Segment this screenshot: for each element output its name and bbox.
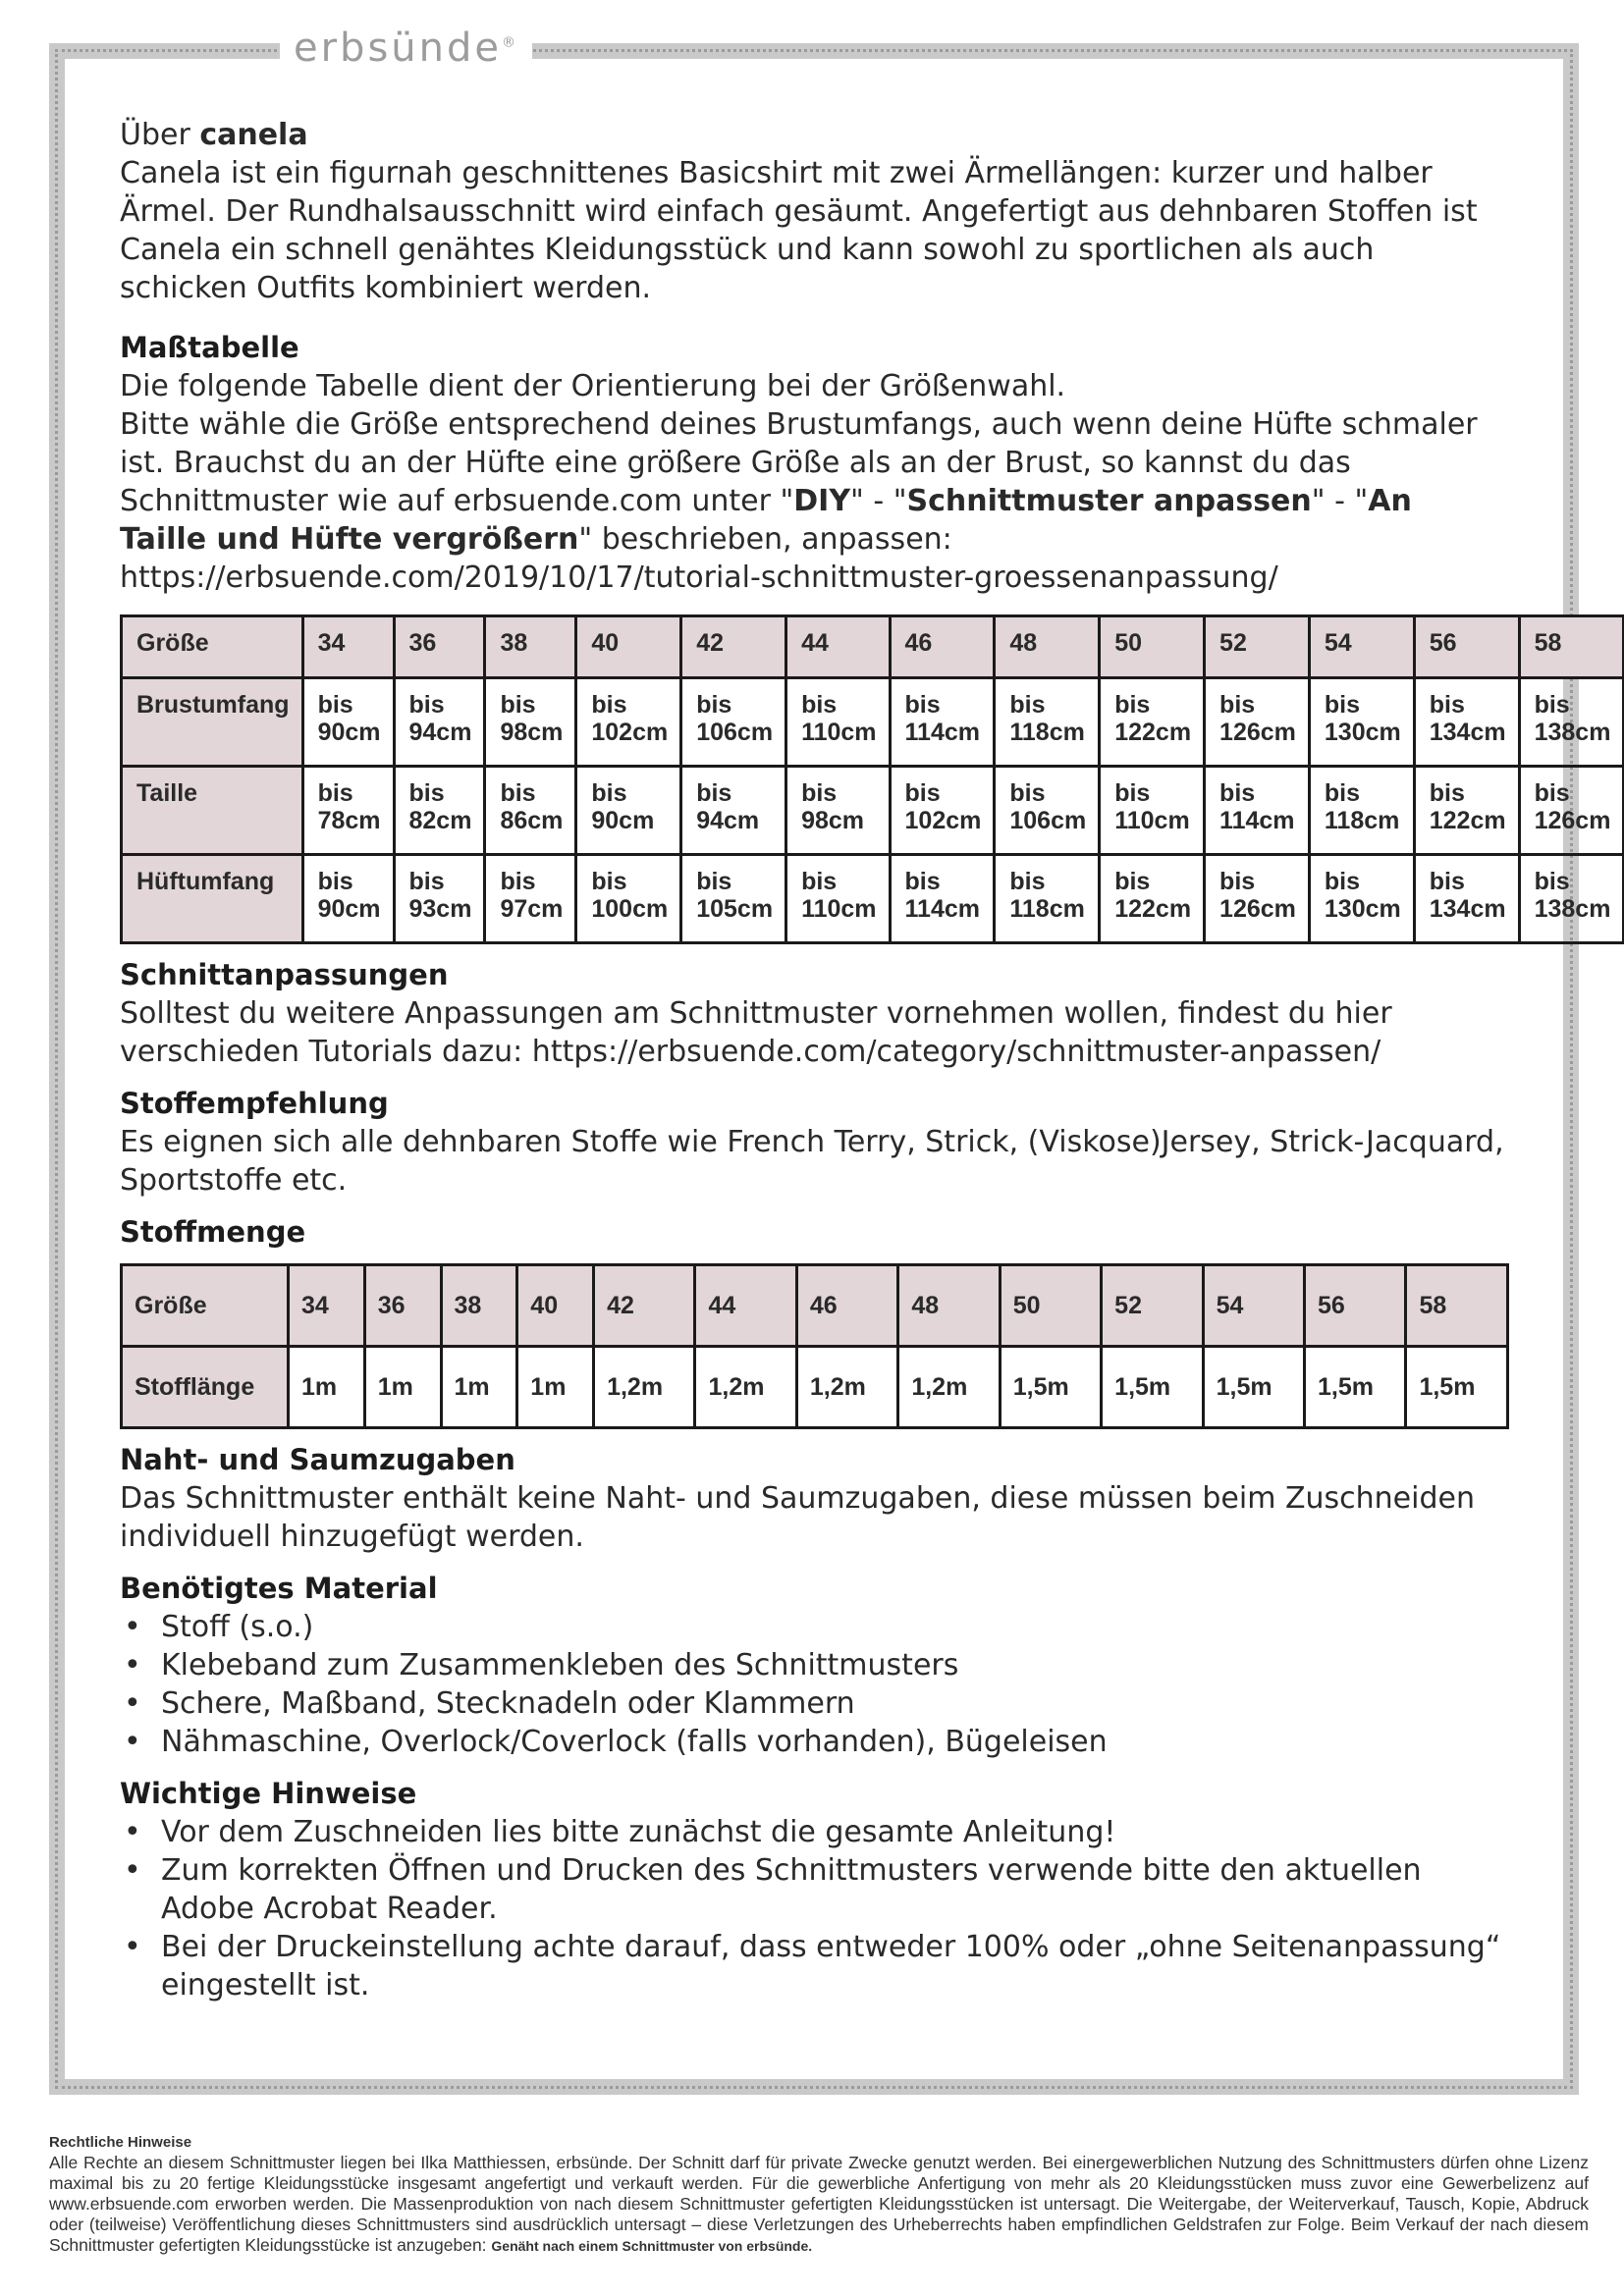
measure-cell: bis 94cm [681,767,786,855]
measure-cell: bis 105cm [681,855,786,943]
table-row-taille [122,767,1624,855]
size-cell: 36 [394,616,485,678]
length-cell: 1,2m [898,1347,1000,1428]
instructions-text-a: Bitte wähle die Größe entsprechend deines Brustumfangs, auch wenn deine Hüfte schmaler ist. Brauchst du an der Hüfte eine größere Größe als an der Brust, so kannst du das Schnittmuster wie auf erbsuende.com unter " [120,407,1478,518]
length-cell: 1,5m [1102,1347,1203,1428]
material-section [120,1570,1504,1761]
measure-cell: bis 134cm [1414,678,1519,767]
size-cell: 46 [890,616,995,678]
measure-cell: bis 110cm [1100,767,1205,855]
nahtzugaben-section [120,1441,1504,1556]
measure-cell: bis 130cm [1309,855,1414,943]
masstabelle-heading: Maßtabelle [120,331,299,364]
list-item: • Vor dem Zuschneiden lies bitte zunächst die gesamte Anleitung! [161,1813,1504,1851]
measure-cell: bis 97cm [485,855,576,943]
length-cell: 1,2m [695,1347,796,1428]
instructions-sep-1: " - " [850,484,907,518]
length-cell: 1m [441,1347,517,1428]
stoffempfehlung-section [120,1085,1504,1200]
size-table [120,614,1624,944]
measure-cell: bis 118cm [995,678,1100,767]
measure-cell: bis 94cm [394,678,485,767]
row-label: Taille [122,767,303,855]
row-label: Stofflänge [122,1347,289,1428]
masstabelle-instructions [120,405,1504,597]
list-item: • Nähmaschine, Overlock/Coverlock (falls vorhanden), Bügeleisen [161,1723,1504,1761]
list-item: • Zum korrekten Öffnen und Drucken des Schnittmusters verwende bitte den aktuellen Adobe Acrobat Reader. [161,1851,1504,1928]
row-label: Brustumfang [122,678,303,767]
instructions-taille-huefte: An Taille und Hüfte vergrößern [120,484,1412,557]
schnittanpassungen-heading: Schnittanpassungen [120,958,449,991]
measure-cell: bis 98cm [485,678,576,767]
list-item: • Stoff (s.o.) [161,1608,1504,1646]
length-cell: 1,5m [1305,1347,1406,1428]
size-cell: 50 [1000,1265,1101,1347]
length-cell: 1,5m [1203,1347,1304,1428]
size-cell: 52 [1205,616,1310,678]
measure-cell: bis 90cm [302,678,394,767]
list-item: • Schere, Maßband, Stecknadeln oder Klammern [161,1684,1504,1723]
length-cell: 1m [517,1347,594,1428]
list-item: • Bei der Druckeinstellung achte darauf, dass entweder 100% oder „ohne Seitenanpassung“ eingestellt ist. [161,1928,1504,2004]
masstabelle-line1: Die folgende Tabelle dient der Orientierung bei der Größenwahl. [120,369,1066,403]
hinweise-list [120,1813,1504,2004]
table-row-stofflaenge [122,1347,1508,1428]
size-cell: 42 [594,1265,695,1347]
instructions-diy: DIY [793,484,851,518]
legal-title: Rechtliche Hinweise [49,2134,192,2151]
measure-cell: bis 138cm [1519,678,1624,767]
measure-cell: bis 122cm [1100,678,1205,767]
size-cell: 56 [1305,1265,1406,1347]
instructions-schnittmuster-anpassen: Schnittmuster anpassen [906,484,1312,518]
measure-cell: bis 93cm [394,855,485,943]
size-table-header-label: Größe [122,616,303,678]
row-label: Hüftumfang [122,855,303,943]
size-cell: 54 [1309,616,1414,678]
size-cell: 38 [441,1265,517,1347]
measure-cell: bis 138cm [1519,855,1624,943]
intro-title [120,116,1504,154]
size-cell: 48 [898,1265,1000,1347]
size-cell: 44 [695,1265,796,1347]
stoffmenge-section [120,1213,1504,1429]
measure-cell: bis 126cm [1519,767,1624,855]
measure-cell: bis 118cm [1309,767,1414,855]
legal-signature: Genäht nach einem Schnittmuster von erbsünde. [491,2238,813,2254]
size-cell: 44 [786,616,890,678]
table-row-hueftumfang [122,855,1624,943]
brand-logo [280,26,532,71]
measure-cell: bis 114cm [890,678,995,767]
legal-body [49,2153,1589,2257]
masstabelle-section [120,329,1611,944]
hinweise-heading: Wichtige Hinweise [120,1777,417,1810]
table-row-brustumfang [122,678,1624,767]
size-cell: 34 [302,616,394,678]
intro-title-prefix: Über [120,118,200,152]
size-cell: 40 [517,1265,594,1347]
size-cell: 58 [1406,1265,1508,1347]
measure-cell: bis 122cm [1100,855,1205,943]
size-cell: 38 [485,616,576,678]
registered-mark: ® [502,34,518,51]
instructions-text-e: " beschrieben, anpassen: https://erbsuende.com/2019/10/17/tutorial-schnittmuster-groessenanpassung/ [120,522,1278,595]
intro-title-product: canela [199,118,308,152]
size-cell: 46 [796,1265,897,1347]
measure-cell: bis 126cm [1205,855,1310,943]
measure-cell: bis 90cm [302,855,394,943]
measure-cell: bis 102cm [890,767,995,855]
stoffempfehlung-heading: Stoffempfehlung [120,1087,389,1120]
measure-cell: bis 114cm [890,855,995,943]
size-cell: 42 [681,616,786,678]
size-cell: 50 [1100,616,1205,678]
brand-logo-text: erbsünde [294,26,502,71]
list-item: • Klebeband zum Zusammenkleben des Schnittmusters [161,1646,1504,1684]
intro-text: Canela ist ein figurnah geschnittenes Basicshirt mit zwei Ärmellängen: kurzer und halber Ärmel. Der Rundhalsausschnitt wird einfach gesäumt. Angefertigt aus dehnbaren Stoffen ist Canela ein schnell genähtes Kleidungsstück und kann sowohl zu sportlichen als auch schicken Outfits kombiniert werden. [120,156,1478,305]
measure-cell: bis 90cm [576,767,681,855]
length-cell: 1,5m [1406,1347,1508,1428]
legal-notice [49,2132,1589,2257]
measure-cell: bis 106cm [995,767,1100,855]
measure-cell: bis 110cm [786,855,890,943]
intro-section [120,116,1504,307]
measure-cell: bis 110cm [786,678,890,767]
size-cell: 40 [576,616,681,678]
schnittanpassungen-text: Solltest du weitere Anpassungen am Schnittmuster vornehmen wollen, findest du hier verschieden Tutorials dazu: https://erbsuende.com/category/schnittmuster-anpassen/ [120,996,1392,1069]
measure-cell: bis 130cm [1309,678,1414,767]
size-cell: 58 [1519,616,1624,678]
measure-cell: bis 114cm [1205,767,1310,855]
measure-cell: bis 122cm [1414,767,1519,855]
stoffempfehlung-text: Es eignen sich alle dehnbaren Stoffe wie French Terry, Strick, (Viskose)Jersey, Strick-Jacquard, Sportstoffe etc. [120,1125,1504,1198]
measure-cell: bis 86cm [485,767,576,855]
fabric-amount-table [120,1263,1509,1429]
material-heading: Benötigtes Material [120,1572,438,1605]
length-cell: 1,5m [1000,1347,1101,1428]
nahtzugaben-heading: Naht- und Saumzugaben [120,1443,515,1476]
measure-cell: bis 82cm [394,767,485,855]
length-cell: 1,2m [796,1347,897,1428]
length-cell: 1m [289,1347,365,1428]
measure-cell: bis 98cm [786,767,890,855]
material-list [120,1608,1504,1761]
size-cell: 34 [289,1265,365,1347]
length-cell: 1,2m [594,1347,695,1428]
schnittanpassungen-section [120,956,1504,1071]
size-cell: 48 [995,616,1100,678]
measure-cell: bis 118cm [995,855,1100,943]
measure-cell: bis 100cm [576,855,681,943]
length-cell: 1m [364,1347,441,1428]
hinweise-section [120,1775,1504,2004]
fabric-table-header-row [122,1265,1508,1347]
size-cell: 52 [1102,1265,1203,1347]
instructions-sep-2: " - " [1311,484,1369,518]
main-content [120,116,1611,2004]
measure-cell: bis 134cm [1414,855,1519,943]
measure-cell: bis 126cm [1205,678,1310,767]
measure-cell: bis 102cm [576,678,681,767]
nahtzugaben-text: Das Schnittmuster enthält keine Naht- und Saumzugaben, diese müssen beim Zuschneiden individuell hinzugefügt werden. [120,1481,1475,1554]
stoffmenge-heading: Stoffmenge [120,1215,306,1249]
size-table-header-row [122,616,1624,678]
size-cell: 56 [1414,616,1519,678]
size-cell: 54 [1203,1265,1304,1347]
measure-cell: bis 106cm [681,678,786,767]
legal-text: Alle Rechte an diesem Schnittmuster liegen bei Ilka Matthiessen, erbsünde. Der Schnitt darf für private Zwecke genutzt werden. Bei einergewerblichen Nutzung des Schnittmusters dürfen ohne Lizenz maximal bis zu 20 fertige Kleidungsstücke insgesamt angefertigt und verkauft werden. Für die gewerbliche Anfertigung von mehr als 20 Kleidungsstücken muss zuvor eine Gewerbelizenz auf www.erbsuende.com erworben werden. Die Massenproduktion von nach diesem Schnittmuster gefertigten Kleidungsstücken ist untersagt. Die Weitergabe, der Weiterverkauf, Tausch, Kopie, Abdruck oder (teilweise) Veröffentlichung dieses Schnittmusters sind ausdrücklich untersagt – diese Verletzungen des Urheberrechts haben empfindlichen Geldstrafen zur Folge. Beim Verkauf der nach diesem Schnittmuster gefertigten Kleidungsstücke ist anzugeben: [49,2153,1589,2255]
fabric-table-header-label: Größe [122,1265,289,1347]
measure-cell: bis 78cm [302,767,394,855]
size-cell: 36 [364,1265,441,1347]
